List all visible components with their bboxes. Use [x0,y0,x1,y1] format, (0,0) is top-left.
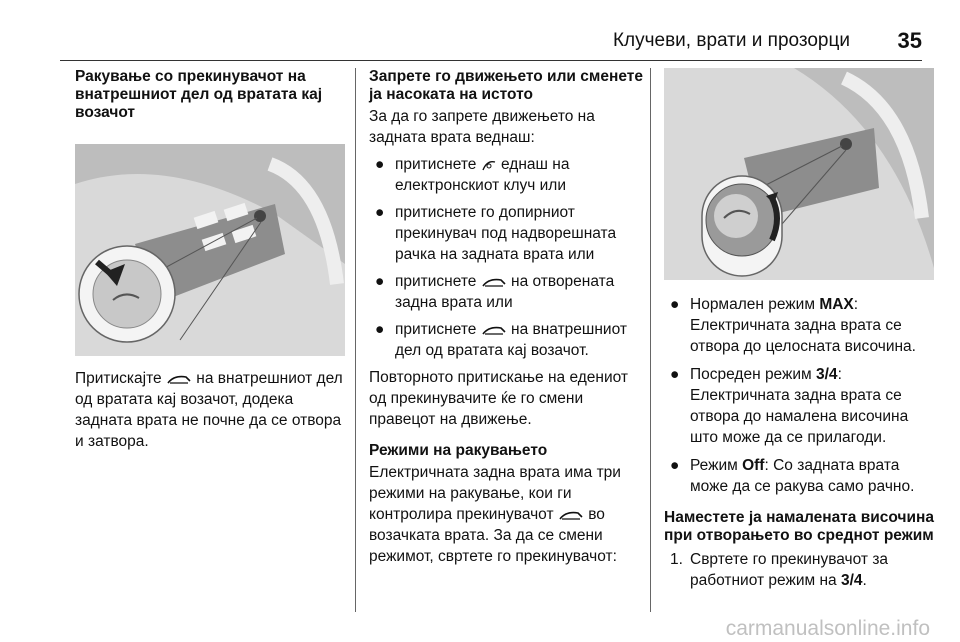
list-item: ● притиснете го допирниот прекинувач под надворешната рачка на задната врата или [375,204,617,263]
paragraph-text-start: Притискајте [75,370,162,387]
list-item: ● Нормален режим MAX: Електричната задна врата се отвора до целосната височина. [670,296,916,355]
list-item: ● Режим Off: Со задната врата може да се ракува само рачно. [670,457,915,495]
page-header [60,28,922,61]
list-item: ● притиснете на отворената задна врата или [375,273,615,311]
column-divider [650,68,651,612]
key-fob-tailgate-icon [481,158,497,172]
door-panel-illustration [75,144,345,356]
column-middle [369,68,644,567]
tailgate-icon [558,509,584,521]
list-item: ● Посреден режим 3/4: Електричната задна врата се отвора до намалена височина што може да се прилагоди. [670,366,909,446]
repeat-paragraph: Повторното притискање на едениот од прекинувачите ќе го смени правецот на движење. [369,369,628,428]
watermark: carmanualsonline.info [725,617,930,640]
intro-paragraph: За да го запрете движењето на задната врата веднаш: [369,108,595,146]
instruction-paragraph [75,368,345,452]
tailgate-icon [166,373,192,385]
page-number: 35 [897,28,922,53]
section-heading: Запрете го движењето или сменете ја насоката на истото [369,68,643,103]
section-heading: Наместете ја намалената височина при отворањето во среднот режим [664,509,934,544]
column-left [75,68,345,452]
mode-switch-figure [664,68,934,280]
column-divider [355,68,356,612]
tailgate-icon [481,324,507,336]
step-item: 1. Свртете го прекинувачот за работниот режим на 3/4. [670,551,889,589]
door-switch-figure [75,144,345,356]
modes-paragraph: Електричната задна врата има три режими на ракување, кои ги контролира прекинувачот во возачката врата. За да се смени режимот, свртете го прекинувачот: [369,464,621,565]
mode-switch-illustration [664,68,934,280]
list-item: ● притиснете на внатрешниот дел од вратата кај возачот. [375,321,627,359]
paragraph-text-end: на внатрешниот дел од вратата кај возачот, додека задната врата не почне да се отвора и затвора. [75,370,343,450]
column-right [664,68,934,591]
section-heading: Режими на ракувањето [369,442,548,459]
tailgate-icon [481,276,507,288]
chapter-title: Клучеви, врати и прозорци [612,30,850,51]
list-item: ● притиснете еднаш на електронскиот клуч или [375,156,570,194]
section-heading: Ракување со прекинувачот на внатрешниот дел од вратата кај возачот [75,68,323,121]
